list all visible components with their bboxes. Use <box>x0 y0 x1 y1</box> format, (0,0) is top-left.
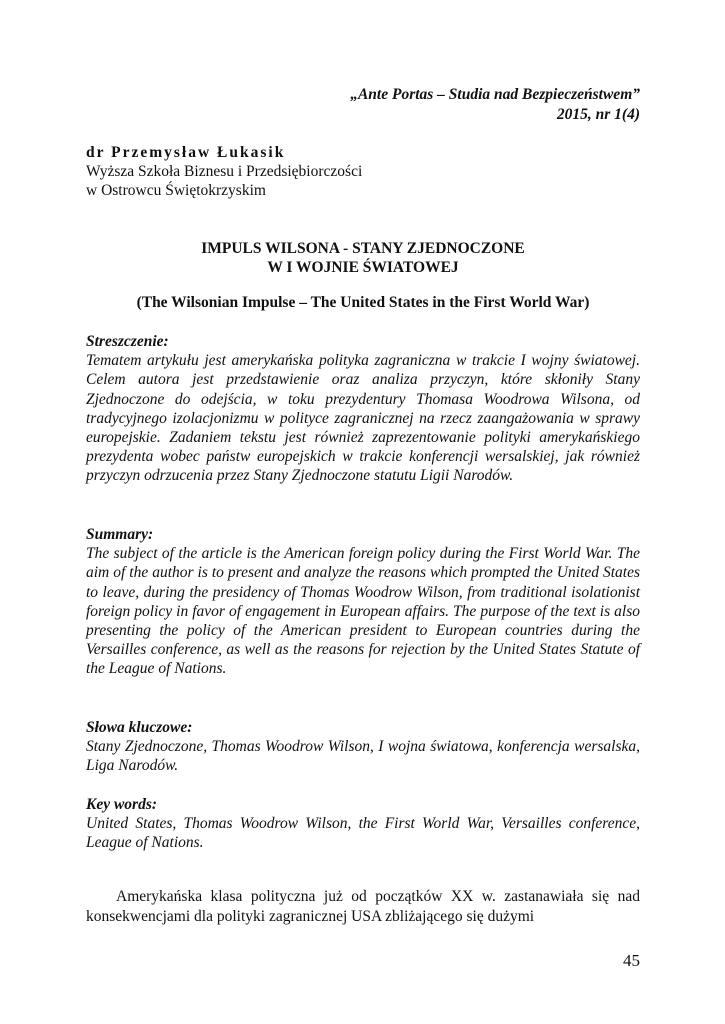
article-title-line1: IMPULS WILSONA - STANY ZJEDNOCZONE <box>201 240 525 257</box>
abstract-english <box>86 525 640 679</box>
author-name: dr Przemysław Łukasik <box>86 144 286 161</box>
keywords-english-heading: Key words: <box>86 796 158 813</box>
journal-issue: 2015, nr 1(4) <box>556 106 640 123</box>
paper-page <box>86 0 640 1024</box>
keywords-polish-heading: Słowa kluczowe: <box>86 719 193 736</box>
keywords-english <box>86 795 640 853</box>
journal-title: „Ante Portas – Studia nad Bezpieczeństwem” <box>350 86 640 103</box>
author-affiliation-city: w Ostrowcu Świętokrzyskim <box>86 182 266 199</box>
article-title-line2: W I WOJNIE ŚWIATOWEJ <box>267 259 459 276</box>
journal-header <box>350 85 640 125</box>
keywords-polish <box>86 718 640 776</box>
abstract-polish <box>86 332 640 486</box>
body-paragraph: Amerykańska klasa polityczna już od początków XX w. zastanawiała się nad konsekwencjami dla polityki zagranicznej USA zbliżającego się dużymi <box>86 888 640 925</box>
english-title: (The Wilsonian Impulse – The United States in the First World War) <box>136 294 590 311</box>
abstract-english-text: The subject of the article is the American foreign policy during the First World War. The aim of the author is to present and analyze the reasons which prompted the United States to leave, during the presidency of Thomas Woodrow Wilson, from traditional isolationist foreign policy in favor of engagement in European affairs. The purpose of the text is also presenting the policy of the American president to European countries during the Versailles conference, as well as the reasons for rejection by the United States Statute of the League of Nations. <box>86 545 640 678</box>
abstract-english-heading: Summary: <box>86 526 154 543</box>
abstract-polish-heading: Streszczenie: <box>86 333 169 350</box>
author-block <box>86 143 362 200</box>
article-title <box>86 239 640 277</box>
abstract-polish-text: Tematem artykułu jest amerykańska polityka zagraniczna w trakcie I wojny światowej. Celem autora jest przedstawienie oraz analiza przyczyn, które skłoniły Stany Zjednoczone do odejścia, w toku prezydentury Thomasa Woodrowa Wilsona, od tradycyjnego izolacjonizmu w polityce zagranicznej na rzecz zaangażowania w sprawy europejskie. Zadaniem tekstu jest również zaprezentowanie polityki amerykańskiego prezydenta wobec państw europejskich w trakcie konferencji wersalskiej, jak również przyczyn odrzucenia przez Stany Zjednoczone statutu Ligii Narodów. <box>86 352 640 485</box>
keywords-polish-text: Stany Zjednoczone, Thomas Woodrow Wilson, I wojna światowa, konferencja wersalska, Liga Narodów. <box>86 738 640 775</box>
keywords-english-text: United States, Thomas Woodrow Wilson, the First World War, Versailles conference, League of Nations. <box>86 815 640 852</box>
page-number: 45 <box>623 951 640 970</box>
author-affiliation: Wyższa Szkoła Biznesu i Przedsiębiorczości <box>86 163 363 180</box>
